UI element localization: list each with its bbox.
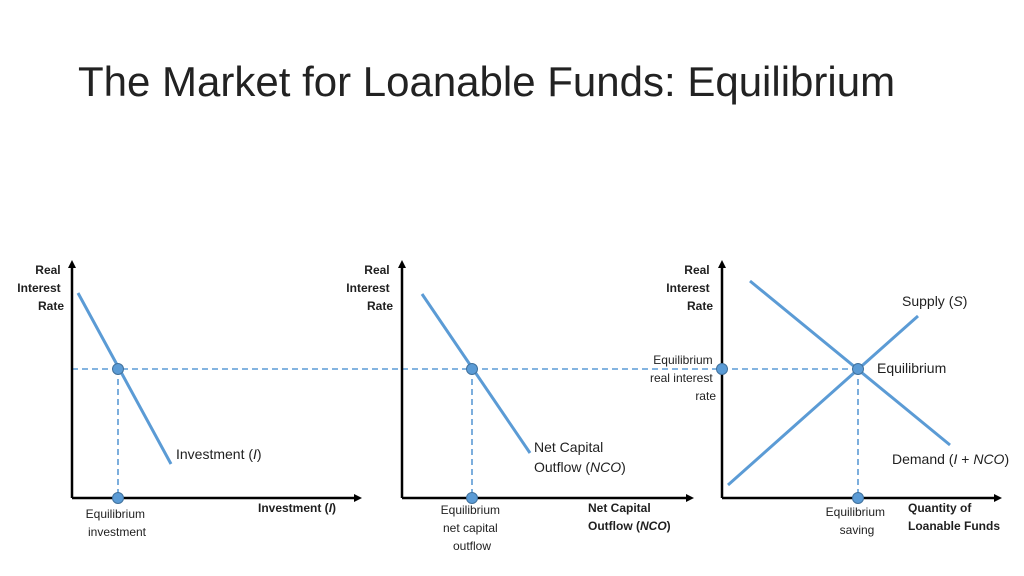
equilibrium-saving-label: Equilibrium saving bbox=[825, 505, 886, 537]
x-axis-label: Net Capital Outflow (NCO) bbox=[588, 501, 671, 533]
nco-curve bbox=[422, 294, 530, 453]
panel-loanable-funds bbox=[650, 263, 1009, 537]
y-axis-label: Real Interest Rate bbox=[346, 263, 393, 313]
nco-curve-label: Net Capital Outflow (NCO) bbox=[534, 439, 626, 475]
demand-label: Demand (I + NCO) bbox=[892, 451, 1010, 467]
y-axis-label: Real Interest Rate bbox=[666, 263, 713, 313]
equilibrium-point bbox=[467, 364, 478, 375]
y-axis-label: Real Interest Rate bbox=[17, 263, 64, 313]
equilibrium-label: Equilibrium bbox=[877, 360, 947, 376]
x-axis-label: Investment (I) bbox=[258, 501, 337, 515]
equilibrium-rate-label: Equilibrium real interest rate bbox=[649, 353, 716, 403]
x-axis-label: Quantity of Loanable Funds bbox=[908, 501, 1001, 533]
x-axis-point bbox=[853, 493, 864, 504]
panel-nco bbox=[346, 263, 690, 553]
equilibrium-point bbox=[853, 364, 864, 375]
slide-title: The Market for Loanable Funds: Equilibrium bbox=[78, 58, 896, 105]
supply-label: Supply (S) bbox=[902, 293, 968, 309]
equilibrium-investment-label: Equilibrium investment bbox=[85, 507, 147, 539]
panel-investment bbox=[17, 263, 358, 539]
x-axis-point bbox=[113, 493, 124, 504]
x-axis-point bbox=[467, 493, 478, 504]
investment-curve bbox=[78, 293, 171, 464]
equilibrium-point bbox=[113, 364, 124, 375]
investment-curve-label: Investment (I) bbox=[176, 446, 262, 462]
equilibrium-nco-label: Equilibrium net capital outflow bbox=[440, 503, 501, 553]
y-axis-point bbox=[717, 364, 728, 375]
